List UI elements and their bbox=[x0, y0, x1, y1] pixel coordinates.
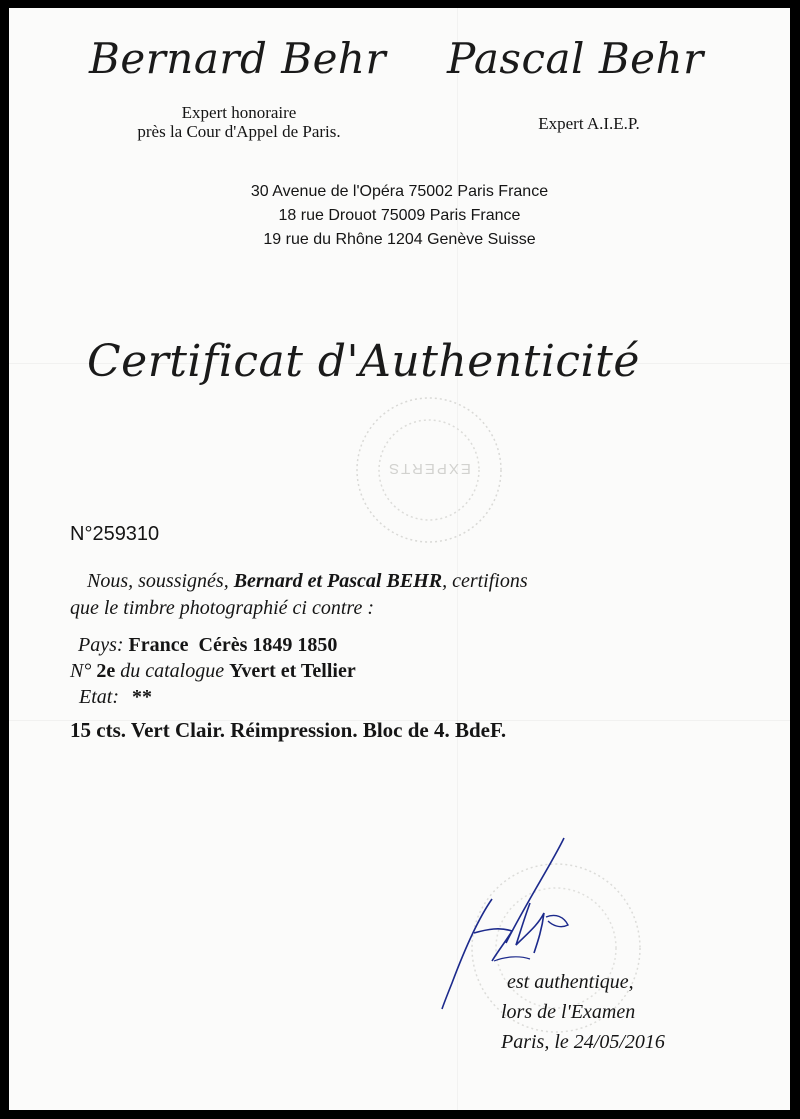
closing-line-3: Paris, le 24/05/2016 bbox=[501, 1031, 665, 1053]
statement-line-1 bbox=[87, 570, 528, 593]
number-label: N° bbox=[70, 660, 92, 682]
certificate-sheet bbox=[9, 8, 790, 1110]
seal-text: EXPERTS bbox=[387, 460, 471, 477]
address-line: 30 Avenue de l'Opéra 75002 Paris France bbox=[250, 183, 549, 200]
catalogue-label: du catalogue bbox=[120, 660, 225, 682]
certificate-number: N°259310 bbox=[70, 523, 160, 545]
embossed-seal bbox=[349, 390, 509, 550]
letterhead-title-pascal: Expert A.I.E.P. bbox=[538, 114, 640, 133]
etat-value: ** bbox=[132, 686, 152, 708]
field-pays bbox=[78, 634, 337, 657]
field-number bbox=[70, 660, 356, 683]
address-line: 19 rue du Rhône 1204 Genève Suisse bbox=[263, 231, 536, 248]
statement-line-2: que le timbre photographié ci contre : bbox=[70, 597, 375, 619]
statement-intro: Nous, soussignés, bbox=[87, 570, 229, 592]
stamp-description: 15 cts. Vert Clair. Réimpression. Bloc de 4. BdeF. bbox=[70, 718, 507, 742]
statement-experts: Bernard et Pascal BEHR bbox=[233, 570, 443, 592]
closing-line-2: lors de l'Examen bbox=[501, 1001, 636, 1023]
pays-value: France Cérès 1849 1850 bbox=[128, 634, 338, 656]
closing-line-1: est authentique, bbox=[507, 971, 634, 993]
letterhead-name-pascal: Pascal Behr bbox=[447, 34, 704, 83]
field-etat bbox=[79, 686, 152, 709]
etat-label: Etat: bbox=[79, 686, 119, 708]
letterhead-name-bernard: Bernard Behr bbox=[89, 34, 387, 83]
number-value: 2e bbox=[96, 660, 116, 682]
catalogue-value: Yvert et Tellier bbox=[229, 660, 356, 682]
statement-certify: , certifions bbox=[442, 570, 528, 592]
letterhead-title-bernard-2: près la Cour d'Appel de Paris. bbox=[137, 122, 341, 141]
address-line: 18 rue Drouot 75009 Paris France bbox=[278, 207, 521, 224]
pays-label: Pays: bbox=[78, 634, 124, 656]
letterhead-title-bernard-1: Expert honoraire bbox=[181, 103, 297, 122]
certificate-title: Certificat d'Authenticité bbox=[87, 336, 640, 387]
